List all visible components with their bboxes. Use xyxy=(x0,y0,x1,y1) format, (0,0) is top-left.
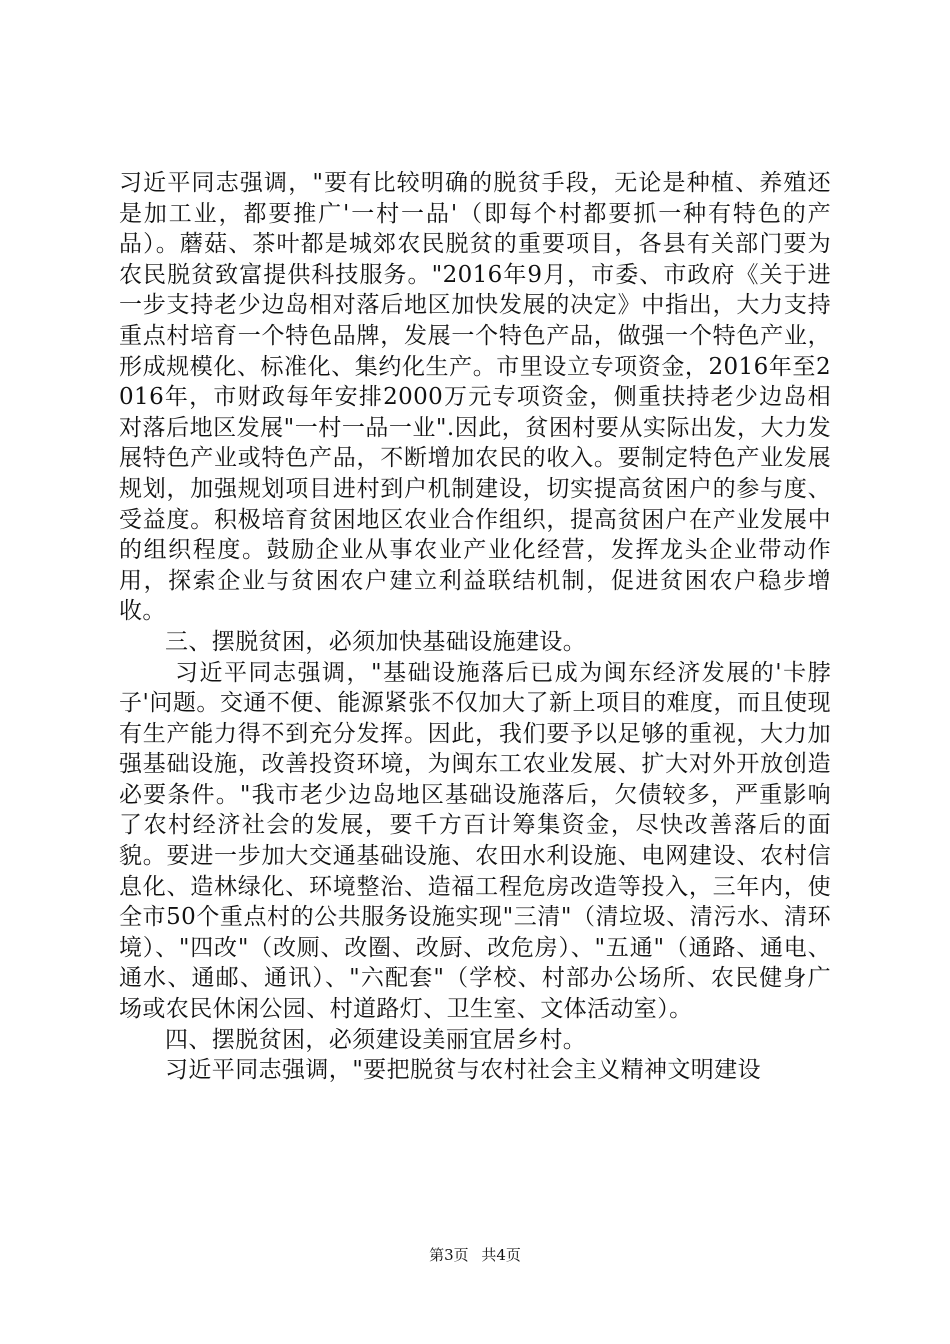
paragraph-industry-development: 习近平同志强调，"要有比较明确的脱贫手段，无论是种植、养殖还是加工业，都要推广'一村一品'（即每个村都要抓一种有特色的产品）。蘑菇、茶叶都是城郊农民脱贫的重要项目，各县有关部门要为农民脱贫致富提供科技服务。"2016年9月，市委、市政府《关于进一步支持老少边岛相对落后地区加快发展的决定》中指出，大力支持重点村培育一个特色品牌，发展一个特色产品，做强一个特色产业，形成规模化、标准化、集约化生产。市里设立专项资金，2016年至2016年，市财政每年安排2000万元专项资金，侧重扶持老少边岛相对落后地区发展"一村一品一业".因此，贫困村要从实际出发，大力发展特色产业或特色产品，不断增加农民的收入。要制定特色产业发展规划，加强规划项目进村到户机制建设，切实提高贫困户的参与度、受益度。积极培育贫困地区农业合作组织，提高贫困户在产业发展中的组织程度。鼓励企业从事农业产业化经营，发挥龙头企业带动作用，探索企业与贫困农户建立利益联结机制，促进贫困农户稳步增收。 xyxy=(119,170,831,625)
page-footer xyxy=(0,1244,950,1265)
page-number: 第3页 xyxy=(429,1246,469,1264)
section-heading-livable-villages: 四、摆脱贫困，必须建设美丽宜居乡村。 xyxy=(165,1026,587,1053)
paragraph-infrastructure: 习近平同志强调，"基础设施落后已成为闽东经济发展的'卡脖子'问题。交通不便、能源紧张不仅加大了新上项目的难度，而且使现有生产能力得不到充分发挥。因此，我们要予以足够的重视，大力加强基础设施，改善投资环境，为闽东工农业发展、扩大对外开放创造必要条件。"我市老少边岛地区基础设施落后，欠债较多，严重影响了农村经济社会的发展，要千方百计筹集资金，尽快改善落后的面貌。要进一步加大交通基础设施、农田水利设施、电网建设、农村信息化、造林绿化、环境整治、造福工程危房改造等投入，三年内，使全市50个重点村的公共服务设施实现"三清"（清垃圾、清污水、清环境）、"四改"（改厕、改圈、改厨、改危房）、"五通"（通路、通电、通水、通邮、通讯）、"六配套"（学校、村部办公场所、农民健身广场或农民休闲公园、村道路灯、卫生室、文体活动室）。 xyxy=(119,659,831,1023)
page-total: 共4页 xyxy=(481,1246,521,1264)
section-heading-infrastructure: 三、摆脱贫困，必须加快基础设施建设。 xyxy=(165,628,587,655)
paragraph-spiritual-civilization: 习近平同志强调，"要把脱贫与农村社会主义精神文明建设 xyxy=(165,1057,761,1084)
document-body xyxy=(119,168,831,1086)
